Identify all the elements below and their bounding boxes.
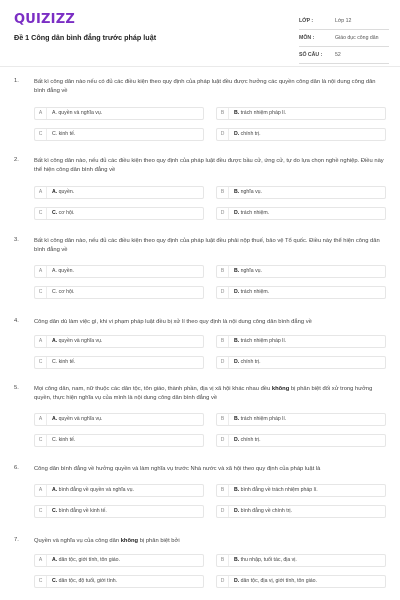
meta-label: MÔN : bbox=[299, 35, 315, 41]
option-text: C. cơ hội. bbox=[52, 210, 75, 216]
option-text: C. kinh tế. bbox=[52, 437, 76, 443]
option-text: B. trách nhiệm pháp lí. bbox=[234, 110, 287, 116]
meta-label: LỚP : bbox=[299, 18, 314, 24]
option-letter: D bbox=[217, 357, 229, 368]
option-letter: B bbox=[217, 187, 229, 198]
option-letter: C bbox=[35, 435, 47, 446]
option-text: A. quyền và nghĩa vụ. bbox=[52, 110, 103, 116]
option-text: D. trách nhiệm. bbox=[234, 210, 270, 216]
option-letter: A bbox=[35, 266, 47, 277]
option-letter: C bbox=[35, 129, 47, 140]
question-text: Bất kì công dân nào, nếu đủ các điều kiện theo quy định của pháp luật đều được bầu cử, ứng cử, tự do lựa chọn nghề nghiệp. Điều này thể hiện công dân bình đẳng về bbox=[34, 158, 384, 173]
option-c[interactable] bbox=[34, 434, 204, 447]
option-letter: D bbox=[217, 208, 229, 219]
option-text: B. trách nhiệm pháp lí. bbox=[234, 416, 287, 422]
question-text: Quyền và nghĩa vụ của công dân không bị phân biệt bởi bbox=[34, 538, 180, 544]
option-letter: B bbox=[217, 108, 229, 119]
question-text: Công dân dù làm việc gì, khi vi phạm pháp luật đều bị xử lí theo quy định là nội dung công dân bình đẳng về bbox=[34, 319, 312, 325]
option-d[interactable] bbox=[216, 434, 386, 447]
option-text: A. quyền. bbox=[52, 189, 75, 195]
option-b[interactable] bbox=[216, 186, 386, 199]
meta-row-class bbox=[299, 16, 389, 30]
option-letter: A bbox=[35, 414, 47, 425]
option-a[interactable] bbox=[34, 335, 204, 348]
option-text: D. dân tộc, địa vị, giới tính, tôn giáo. bbox=[234, 578, 318, 584]
question-number: 3. bbox=[14, 237, 19, 243]
option-d[interactable] bbox=[216, 505, 386, 518]
option-letter: A bbox=[35, 555, 47, 566]
option-a[interactable] bbox=[34, 554, 204, 567]
option-text: A. bình đẳng về quyền và nghĩa vụ. bbox=[52, 487, 134, 493]
option-text: B. trách nhiệm pháp lí. bbox=[234, 338, 287, 344]
question-text: Mọi công dân, nam, nữ thuộc các dân tộc, tôn giáo, thành phần, địa vị xã hội khác nhau đều không bị phân biệt đối xử trong hưởng quyền, thực hiện nghĩa vụ của mình là nội dung công dân bình đẳng về bbox=[34, 386, 373, 401]
option-b[interactable] bbox=[216, 554, 386, 567]
option-c[interactable] bbox=[34, 356, 204, 369]
option-letter: D bbox=[217, 435, 229, 446]
option-b[interactable] bbox=[216, 265, 386, 278]
meta-value: 52 bbox=[335, 52, 341, 58]
option-c[interactable] bbox=[34, 207, 204, 220]
option-text: B. nghĩa vụ. bbox=[234, 268, 262, 274]
option-letter: C bbox=[35, 357, 47, 368]
option-d[interactable] bbox=[216, 356, 386, 369]
option-text: D. chính trị. bbox=[234, 359, 261, 365]
question-number: 5. bbox=[14, 385, 19, 391]
option-a[interactable] bbox=[34, 107, 204, 120]
page-title: Đề 1 Công dân bình đẳng trước pháp luật bbox=[14, 33, 157, 42]
option-text: C. bình đẳng về kinh tế. bbox=[52, 508, 107, 514]
option-letter: A bbox=[35, 108, 47, 119]
option-text: B. nghĩa vụ. bbox=[234, 189, 262, 195]
option-c[interactable] bbox=[34, 286, 204, 299]
meta-label: SỐ CÂU : bbox=[299, 52, 323, 58]
option-letter: B bbox=[217, 555, 229, 566]
question-text: Bất kì công dân nào, nếu đủ các điều kiện theo quy định của pháp luật đều phải nộp thuế, bảo vệ Tổ quốc. Điều này thể hiện công dân bình đẳng về bbox=[34, 238, 380, 253]
option-d[interactable] bbox=[216, 207, 386, 220]
option-letter: A bbox=[35, 336, 47, 347]
option-b[interactable] bbox=[216, 413, 386, 426]
option-letter: B bbox=[217, 336, 229, 347]
question-number: 6. bbox=[14, 465, 19, 471]
option-a[interactable] bbox=[34, 413, 204, 426]
quizizz-logo: QUIZIZZ bbox=[14, 12, 75, 27]
header bbox=[0, 0, 400, 68]
option-letter: A bbox=[35, 485, 47, 496]
option-text: B. thu nhập, tuổi tác, địa vị. bbox=[234, 557, 297, 563]
option-text: A. quyền. bbox=[52, 268, 74, 274]
option-b[interactable] bbox=[216, 484, 386, 497]
option-text: C. cơ hội. bbox=[52, 289, 75, 295]
option-b[interactable] bbox=[216, 107, 386, 120]
question-text: Công dân bình đẳng về hưởng quyền và làm nghĩa vụ trước Nhà nước và xã hội theo quy định của pháp luật là bbox=[34, 466, 321, 472]
meta-row-count bbox=[299, 50, 389, 64]
option-letter: B bbox=[217, 266, 229, 277]
option-c[interactable] bbox=[34, 575, 204, 588]
option-a[interactable] bbox=[34, 484, 204, 497]
option-text: D. chính trị. bbox=[234, 437, 261, 443]
option-letter: D bbox=[217, 576, 229, 587]
option-letter: C bbox=[35, 208, 47, 219]
option-b[interactable] bbox=[216, 335, 386, 348]
question-number: 2. bbox=[14, 157, 19, 163]
option-text: B. bình đẳng về trách nhiệm pháp lí. bbox=[234, 487, 318, 493]
meta-value: Giáo dục công dân bbox=[335, 35, 379, 41]
meta-table bbox=[299, 16, 389, 67]
option-letter: A bbox=[35, 187, 47, 198]
option-letter: D bbox=[217, 506, 229, 517]
option-letter: D bbox=[217, 129, 229, 140]
meta-value: Lớp 12 bbox=[335, 18, 352, 24]
option-d[interactable] bbox=[216, 575, 386, 588]
option-letter: D bbox=[217, 287, 229, 298]
option-a[interactable] bbox=[34, 265, 204, 278]
option-d[interactable] bbox=[216, 128, 386, 141]
option-letter: B bbox=[217, 414, 229, 425]
option-text: C. kinh tế. bbox=[52, 131, 76, 137]
question-number: 1. bbox=[14, 78, 19, 84]
option-text: D. chính trị. bbox=[234, 131, 261, 137]
option-text: D. trách nhiệm. bbox=[234, 289, 270, 295]
header-divider bbox=[0, 66, 400, 67]
option-text: D. bình đẳng về chính trị. bbox=[234, 508, 292, 514]
option-text: A. quyền và nghĩa vụ. bbox=[52, 416, 103, 422]
option-d[interactable] bbox=[216, 286, 386, 299]
option-a[interactable] bbox=[34, 186, 204, 199]
meta-row-subject bbox=[299, 33, 389, 47]
option-letter: B bbox=[217, 485, 229, 496]
option-letter: C bbox=[35, 506, 47, 517]
option-letter: C bbox=[35, 576, 47, 587]
question-number: 7. bbox=[14, 537, 19, 543]
question-text: Bất kì công dân nào nếu có đủ các điều kiện theo quy định của pháp luật đều được hưởng các quyền công dân là nội dung công dân bình đẳng về bbox=[34, 79, 376, 94]
option-text: A. dân tộc, giới tính, tôn giáo. bbox=[52, 557, 121, 563]
question-number: 4. bbox=[14, 318, 19, 324]
option-text: A. quyền và nghĩa vụ. bbox=[52, 338, 103, 344]
option-c[interactable] bbox=[34, 505, 204, 518]
option-text: C. dân tộc, độ tuổi, giới tính. bbox=[52, 578, 118, 584]
option-letter: C bbox=[35, 287, 47, 298]
option-c[interactable] bbox=[34, 128, 204, 141]
option-text: C. kinh tế. bbox=[52, 359, 76, 365]
